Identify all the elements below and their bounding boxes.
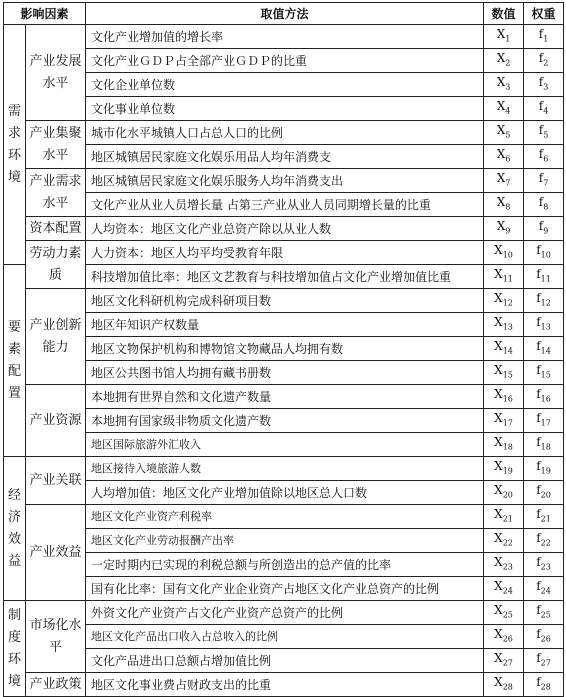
value-cell (484, 289, 524, 313)
value-symbol: X (494, 554, 503, 569)
value-index: 15 (502, 370, 513, 380)
category-label: 要素配置 (7, 319, 21, 401)
value-symbol: X (494, 338, 503, 353)
weight-cell (524, 577, 564, 601)
method-cell: 地区文化事业费占财政支出的比重 (86, 673, 484, 697)
weight-cell (524, 553, 564, 577)
factor-cell: 资本配置 (26, 217, 86, 241)
value-symbol: X (494, 434, 503, 449)
value-index: 10 (502, 250, 513, 260)
factor-cell: 产业关联 (26, 457, 86, 505)
weight-index: 1 (543, 34, 549, 44)
method-cell: 地区文化产品出口收入占总收入的比例 (86, 625, 484, 649)
value-index: 14 (502, 346, 513, 356)
value-cell (484, 169, 524, 193)
weight-symbol: f (536, 530, 541, 545)
table-row (4, 649, 564, 673)
weight-index: 22 (540, 538, 551, 548)
weight-index: 12 (540, 298, 551, 308)
weight-cell (524, 97, 564, 121)
weight-index: 16 (540, 394, 551, 404)
weight-cell (524, 457, 564, 481)
category-cell (4, 601, 26, 697)
value-cell (484, 529, 524, 553)
weight-symbol: f (536, 242, 541, 257)
value-cell (484, 49, 524, 73)
table-row (4, 289, 564, 313)
method-cell: 地区年知识产权数量 (86, 313, 484, 337)
category-cell (4, 25, 26, 265)
table-row (4, 601, 564, 625)
value-cell (484, 649, 524, 673)
value-symbol: X (496, 26, 506, 41)
value-symbol: X (496, 170, 506, 185)
weight-index: 15 (540, 370, 551, 380)
method-cell: 人均资本：地区文化产业总资产除以从业人数 (86, 217, 484, 241)
weight-symbol: f (536, 386, 541, 401)
weight-index: 8 (543, 202, 549, 212)
indicator-table-container (3, 2, 563, 692)
table-row (4, 337, 564, 361)
weight-symbol: f (538, 122, 544, 137)
method-cell: 文化产业从业人员增长量 占第三产业从业人员同期增长量的比重 (86, 193, 484, 217)
weight-symbol: f (538, 146, 544, 161)
method-cell: 国有化比率：国有文化产业企业资产占地区文化产业总资产的比例 (86, 577, 484, 601)
factor-cell: 产业需求水平 (26, 169, 86, 217)
value-symbol: X (494, 266, 503, 281)
value-index: 7 (505, 178, 511, 188)
weight-symbol: f (538, 170, 544, 185)
method-cell: 地区文物保护机构和博物馆文物藏品人均拥有数 (86, 337, 484, 361)
weight-index: 19 (540, 466, 551, 476)
category-label: 制度环境 (7, 607, 21, 689)
value-symbol: X (496, 74, 506, 89)
value-cell (484, 433, 524, 457)
table-row (4, 673, 564, 697)
table-row (4, 385, 564, 409)
value-index: 3 (505, 82, 511, 92)
factor-cell: 产业效益 (26, 505, 86, 601)
value-index: 11 (502, 274, 513, 284)
value-symbol: X (494, 530, 503, 545)
value-index: 25 (502, 610, 513, 620)
value-cell (484, 673, 524, 697)
table-row (4, 265, 564, 289)
weight-cell (524, 49, 564, 73)
table-row (4, 505, 564, 529)
table-row (4, 577, 564, 601)
table-row (4, 625, 564, 649)
weight-symbol: f (536, 314, 541, 329)
method-cell: 地区公共图书馆人均拥有藏书册数 (86, 361, 484, 385)
weight-cell (524, 409, 564, 433)
category-label: 经济效益 (7, 487, 21, 569)
weight-index: 4 (543, 106, 549, 116)
table-row (4, 217, 564, 241)
table-row (4, 73, 564, 97)
weight-symbol: f (536, 554, 541, 569)
value-symbol: X (496, 98, 506, 113)
weight-cell (524, 193, 564, 217)
table-row (4, 49, 564, 73)
value-index: 28 (502, 682, 513, 692)
weight-index: 28 (540, 682, 551, 692)
value-cell (484, 193, 524, 217)
value-symbol: X (496, 194, 506, 209)
value-symbol: X (494, 362, 503, 377)
table-row (4, 409, 564, 433)
table-row (4, 169, 564, 193)
method-cell: 文化企业单位数 (86, 73, 484, 97)
weight-index: 7 (543, 178, 549, 188)
value-index: 24 (502, 586, 513, 596)
value-index: 5 (505, 130, 511, 140)
value-index: 17 (502, 418, 513, 428)
header-weight: 权重 (524, 3, 564, 25)
weight-index: 27 (540, 658, 551, 668)
weight-index: 23 (540, 562, 551, 572)
value-symbol: X (496, 146, 506, 161)
weight-index: 21 (540, 514, 551, 524)
method-cell: 地区文化科研机构完成科研项目数 (86, 289, 484, 313)
value-symbol: X (494, 650, 503, 665)
method-cell: 一定时期内已实现的利税总额与所创造出的总产值的比率 (86, 553, 484, 577)
value-cell (484, 457, 524, 481)
value-index: 12 (502, 298, 513, 308)
value-symbol: X (494, 506, 503, 521)
category-label: 需求环境 (7, 103, 21, 185)
header-method: 取值方法 (86, 3, 484, 25)
weight-symbol: f (538, 74, 544, 89)
value-cell (484, 73, 524, 97)
table-row (4, 313, 564, 337)
weight-cell (524, 25, 564, 49)
method-cell: 人力资本：地区人均平均受教育年限 (86, 241, 484, 265)
weight-cell (524, 673, 564, 697)
value-index: 1 (505, 34, 511, 44)
value-cell (484, 601, 524, 625)
weight-index: 11 (540, 274, 551, 284)
value-index: 16 (502, 394, 513, 404)
weight-cell (524, 241, 564, 265)
weight-cell (524, 385, 564, 409)
weight-symbol: f (536, 578, 541, 593)
weight-cell (524, 481, 564, 505)
weight-cell (524, 289, 564, 313)
value-index: 8 (505, 202, 511, 212)
method-cell: 本地拥有世界自然和文化遗产数量 (86, 385, 484, 409)
value-cell (484, 217, 524, 241)
weight-cell (524, 433, 564, 457)
value-cell (484, 553, 524, 577)
value-index: 9 (505, 226, 511, 236)
weight-cell (524, 121, 564, 145)
weight-cell (524, 337, 564, 361)
value-symbol: X (496, 122, 506, 137)
header-value: 数值 (484, 3, 524, 25)
table-header-row (4, 3, 564, 25)
factor-cell: 产业政策 (26, 673, 86, 697)
weight-index: 24 (540, 586, 551, 596)
method-cell: 外资文化产业资产占文化产业资产总资产的比例 (86, 601, 484, 625)
method-cell: 科技增加值比率：地区文艺教育与科技增加值占文化产业增加值比重 (86, 265, 484, 289)
method-cell: 文化产业ＧＤＰ占全部产业ＧＤＰ的比重 (86, 49, 484, 73)
weight-cell (524, 145, 564, 169)
table-row (4, 121, 564, 145)
value-symbol: X (496, 218, 506, 233)
value-index: 21 (502, 514, 513, 524)
value-cell (484, 337, 524, 361)
table-row (4, 241, 564, 265)
value-index: 23 (502, 562, 513, 572)
method-cell: 地区城镇居民家庭文化娱乐服务人均年消费支出 (86, 169, 484, 193)
value-cell (484, 97, 524, 121)
weight-cell (524, 73, 564, 97)
header-factor: 影响因素 (4, 3, 86, 25)
value-symbol: X (494, 410, 503, 425)
method-cell: 地区接待入境旅游人数 (86, 457, 484, 481)
table-row (4, 433, 564, 457)
value-cell (484, 121, 524, 145)
value-symbol: X (494, 314, 503, 329)
table-row (4, 481, 564, 505)
value-cell (484, 481, 524, 505)
value-symbol: X (494, 458, 503, 473)
category-cell (4, 265, 26, 457)
weight-symbol: f (536, 290, 541, 305)
weight-index: 13 (540, 322, 551, 332)
weight-index: 3 (543, 82, 549, 92)
method-cell: 地区城镇居民家庭文化娱乐用品人均年消费支 (86, 145, 484, 169)
weight-index: 9 (543, 226, 549, 236)
table-row (4, 25, 564, 49)
method-cell: 人均增加值：地区文化产业增加值除以地区总人口数 (86, 481, 484, 505)
weight-cell (524, 217, 564, 241)
weight-cell (524, 505, 564, 529)
weight-index: 26 (540, 634, 551, 644)
value-index: 19 (502, 466, 513, 476)
weight-symbol: f (536, 506, 541, 521)
weight-cell (524, 169, 564, 193)
weight-index: 18 (540, 442, 551, 452)
weight-symbol: f (536, 410, 541, 425)
value-symbol: X (494, 578, 503, 593)
weight-index: 14 (540, 346, 551, 356)
value-index: 27 (502, 658, 513, 668)
weight-index: 2 (543, 58, 549, 68)
value-cell (484, 145, 524, 169)
table-row (4, 193, 564, 217)
table-row (4, 145, 564, 169)
weight-index: 17 (540, 418, 551, 428)
method-cell: 文化产品进出口总额占增加值比例 (86, 649, 484, 673)
factor-cell: 劳动力素质 (26, 241, 86, 289)
method-cell: 文化产业增加值的增长率 (86, 25, 484, 49)
weight-cell (524, 649, 564, 673)
value-symbol: X (494, 386, 503, 401)
weight-symbol: f (536, 434, 541, 449)
weight-index: 6 (543, 154, 549, 164)
method-cell: 地区文化产业资产利税率 (86, 505, 484, 529)
value-cell (484, 265, 524, 289)
value-index: 20 (502, 490, 513, 500)
weight-symbol: f (536, 458, 541, 473)
weight-symbol: f (536, 650, 541, 665)
value-index: 13 (502, 322, 513, 332)
category-cell (4, 457, 26, 601)
value-symbol: X (494, 626, 503, 641)
weight-cell (524, 361, 564, 385)
value-symbol: X (494, 482, 503, 497)
value-symbol: X (494, 674, 503, 689)
weight-symbol: f (536, 338, 541, 353)
factor-cell: 产业集聚水平 (26, 121, 86, 169)
weight-index: 10 (540, 250, 551, 260)
method-cell: 城市化水平城镇人口占总人口的比例 (86, 121, 484, 145)
weight-symbol: f (536, 626, 541, 641)
table-row (4, 553, 564, 577)
weight-cell (524, 313, 564, 337)
value-cell (484, 385, 524, 409)
method-cell: 文化事业单位数 (86, 97, 484, 121)
weight-index: 25 (540, 610, 551, 620)
weight-cell (524, 529, 564, 553)
factor-cell: 产业发展水平 (26, 25, 86, 121)
weight-index: 5 (543, 130, 549, 140)
weight-symbol: f (538, 26, 544, 41)
weight-symbol: f (536, 602, 541, 617)
value-cell (484, 361, 524, 385)
value-symbol: X (496, 50, 506, 65)
table-row (4, 457, 564, 481)
value-index: 18 (502, 442, 513, 452)
weight-symbol: f (536, 266, 541, 281)
factor-cell: 市场化水平 (26, 601, 86, 673)
weight-symbol: f (538, 50, 544, 65)
value-index: 26 (502, 634, 513, 644)
value-index: 6 (505, 154, 511, 164)
table-row (4, 97, 564, 121)
table-row (4, 529, 564, 553)
weight-symbol: f (536, 362, 541, 377)
value-symbol: X (494, 290, 503, 305)
weight-cell (524, 625, 564, 649)
value-index: 4 (505, 106, 511, 116)
table-body (4, 25, 564, 697)
method-cell: 地区文化产业劳动报酬产出率 (86, 529, 484, 553)
value-cell (484, 625, 524, 649)
value-cell (484, 25, 524, 49)
weight-cell (524, 601, 564, 625)
indicator-table (3, 2, 564, 697)
weight-index: 20 (540, 490, 551, 500)
method-cell: 地区国际旅游外汇收入 (86, 433, 484, 457)
value-cell (484, 241, 524, 265)
factor-cell: 产业资源 (26, 385, 86, 457)
value-cell (484, 409, 524, 433)
value-symbol: X (494, 242, 503, 257)
weight-cell (524, 265, 564, 289)
table-row (4, 361, 564, 385)
weight-symbol: f (538, 194, 544, 209)
weight-symbol: f (536, 674, 541, 689)
value-index: 22 (502, 538, 513, 548)
value-cell (484, 505, 524, 529)
value-cell (484, 577, 524, 601)
value-index: 2 (505, 58, 511, 68)
weight-symbol: f (538, 218, 544, 233)
method-cell: 本地拥有国家级非物质文化遗产数 (86, 409, 484, 433)
weight-symbol: f (538, 98, 544, 113)
factor-cell: 产业创新能力 (26, 289, 86, 385)
value-cell (484, 313, 524, 337)
value-symbol: X (494, 602, 503, 617)
weight-symbol: f (536, 482, 541, 497)
